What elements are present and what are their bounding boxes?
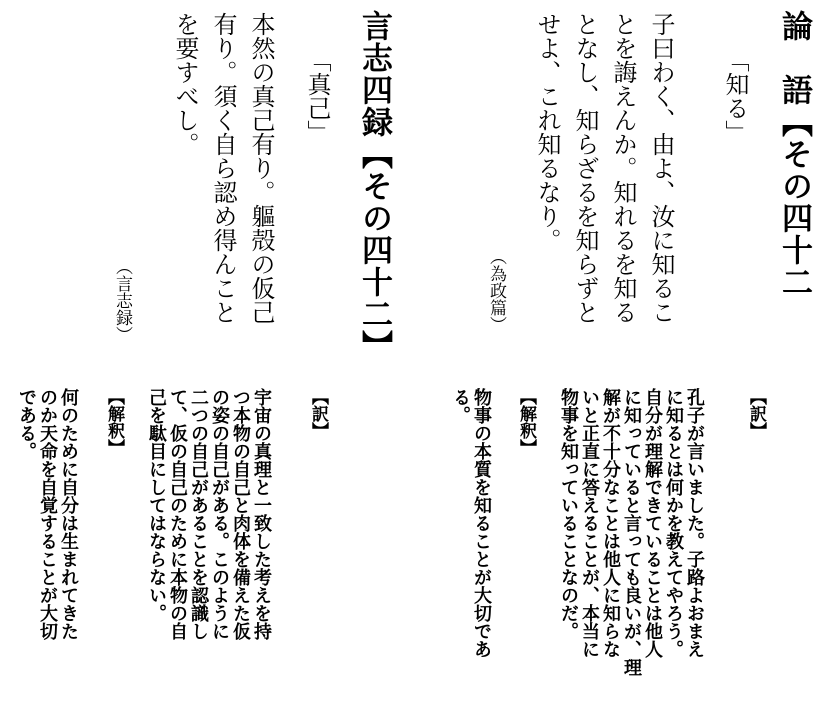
genshi-title: 言志四録【その四十二】: [356, 10, 392, 362]
genshi-kaishaku-label: 【解釈】: [104, 388, 124, 456]
rongo-kaishaku-text: 物事の本質を知ることが大切であ る。: [450, 388, 492, 658]
genshi-source: （言志録）: [112, 258, 132, 343]
genshi-heading: 「真己」: [303, 48, 331, 144]
genshi-quote-text: 本然の真己有り。軀殻の仮己 有り。須く自ら認め得んこと を要すべし。: [171, 12, 275, 324]
genshi-yaku-label: 【訳】: [308, 388, 328, 439]
genshi-kaishaku-text: 何のために自分は生まれてきた のか天命を自覚することが大切 である。: [16, 388, 79, 640]
rongo-yaku-text: 孔子が言いました。子路よおまえ に知るとは何かを教えてやろう。 自分が理解できていることは他人 に知っていると言っても良いが、理 解が不十分なことは他人に知らな いと正直に答えることが、本当に 物事を知っていることなのだ。: [558, 388, 705, 676]
rongo-source: （為政篇）: [486, 248, 506, 333]
rongo-quote-text: 子曰わく、由よ、汝に知るこ とを誨えんか。知れるを知る となし、知らざるを知らずと せよ、これ知るなり。: [533, 12, 675, 324]
genshi-yaku-text: 宇宙の真理と一致した考えを持 つ本物の自己と肉体を備えた仮 の姿の自己がある。このように 二つの自己があることを認識し て、仮の自己のために本物の自 己を駄目にしてはならない。: [146, 388, 272, 640]
rongo-heading: 「知る」: [721, 48, 749, 144]
rongo-title: 論 語【その四十二: [776, 10, 812, 298]
rongo-yaku-label: 【訳】: [746, 388, 766, 439]
rongo-kaishaku-label: 【解釈】: [516, 388, 536, 456]
